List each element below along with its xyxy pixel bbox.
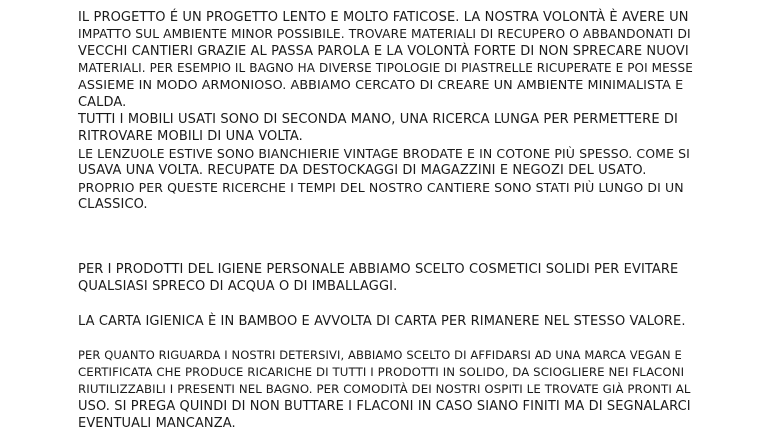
text-line: RIUTILIZZABILI I PRESENTI NEL BAGNO. PER COMODITÀ DEI NOSTRI OSPITI LE TROVATE GIÀ PRONTI AL	[78, 382, 691, 396]
text-line: TUTTI I MOBILI USATI SONO DI SECONDA MANO, UNA RICERCA LUNGA PER PERMETTERE DI	[78, 112, 678, 127]
text-line: USO. SI PREGA QUINDI DI NON BUTTARE I FLACONI IN CASO SIANO FINITI MA DI SEGNALARCI	[78, 399, 691, 414]
text-line: RITROVARE MOBILI DI UNA VOLTA.	[78, 129, 303, 144]
paragraph-detergents	[78, 347, 693, 432]
text-line: CLASSICO.	[78, 197, 148, 212]
text-line: LA CARTA IGIENICA È IN BAMBOO E AVVOLTA DI CARTA PER RIMANERE NEL STESSO VALORE.	[78, 314, 686, 329]
paragraph-toilet-paper	[78, 313, 693, 330]
paragraph-project	[78, 9, 693, 213]
text-line: ASSIEME IN MODO ARMONIOSO. ABBIAMO CERCATO DI CREARE UN AMBIENTE MINIMALISTA E	[78, 78, 684, 93]
text-line: LE LENZUOLE ESTIVE SONO BIANCHIERIE VINTAGE BRODATE E IN COTONE PIÙ SPESSO. COME SI	[78, 146, 690, 161]
text-line: QUALSIASI SPRECO DI ACQUA O DI IMBALLAGGI.	[78, 279, 398, 294]
text-line: IMPATTO SUL AMBIENTE MINOR POSSIBILE. TROVARE MATERIALI DI RECUPERO O ABBANDONATI DI	[78, 27, 691, 41]
text-line: MATERIALI. PER ESEMPIO IL BAGNO HA DIVERSE TIPOLOGIE DI PIASTRELLE RICUPERATE E POI MESSE	[78, 61, 693, 75]
text-line: PER QUANTO RIGUARDA I NOSTRI DETERSIVI, ABBIAMO SCELTO DI AFFIDARSI AD UNA MARCA VEGAN E	[78, 348, 682, 362]
text-line: IL PROGETTO É UN PROGETTO LENTO E MOLTO FATICOSE. LA NOSTRA VOLONTÀ È AVERE UN	[78, 10, 689, 25]
text-line: PER I PRODOTTI DEL IGIENE PERSONALE ABBIAMO SCELTO COSMETICI SOLIDI PER EVITARE	[78, 262, 679, 277]
text-line: EVENTUALI MANCANZA.	[78, 416, 236, 431]
text-line: CALDA.	[78, 95, 127, 110]
text-line: CERTIFICATA CHE PRODUCE RICARICHE DI TUTTI I PRODOTTI IN SOLIDO, DA SCIOGLIERE NEI FLACONI	[78, 365, 685, 379]
text-line: PROPRIO PER QUESTE RICERCHE I TEMPI DEL NOSTRO CANTIERE SONO STATI PIÙ LUNGO DI UN	[78, 180, 684, 195]
text-line: USAVA UNA VOLTA. RECUPATE DA DESTOCKAGGI DI MAGAZZINI E NEGOZI DEL USATO.	[78, 163, 647, 178]
paragraph-personal-hygiene	[78, 261, 693, 295]
text-line: VECCHI CANTIERI GRAZIE AL PASSA PAROLA E LA VOLONTÀ FORTE DI NON SPRECARE NUOVI	[78, 44, 689, 59]
